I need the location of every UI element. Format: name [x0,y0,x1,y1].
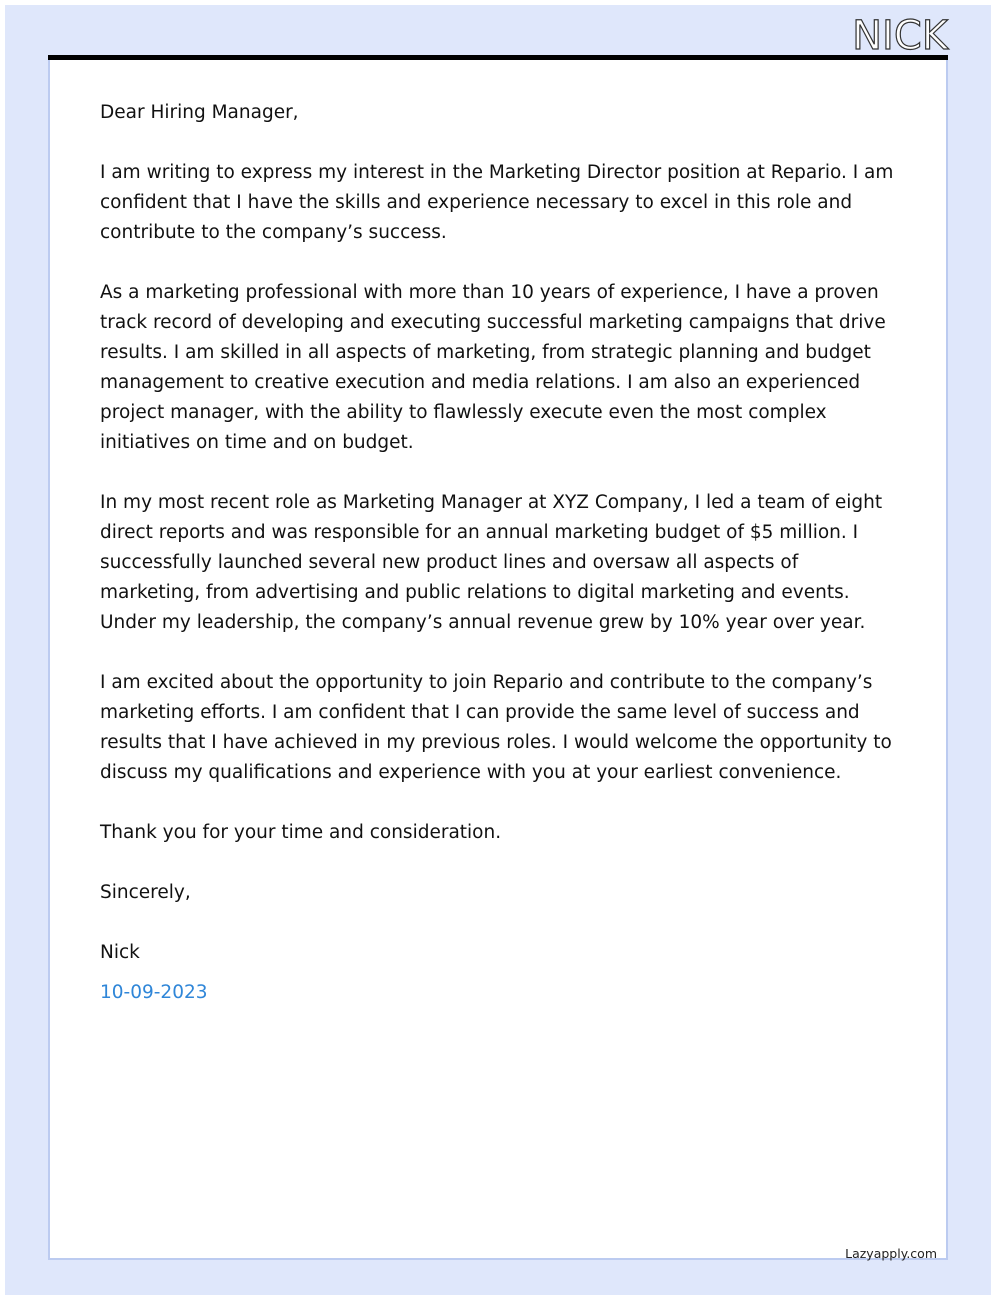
paragraph-experience: As a marketing professional with more than 10 years of experience, I have a proven track record of developing and executing successful marketing campaigns that drive results. I am skilled in all aspects of marketing, from strategic planning and budget management to creative execution and media relations. I am also an experienced project manager, with the ability to flawlessly execute even the most complex initiatives on time and on budget. [100,282,886,453]
footer-brand: Lazyapply.com [845,1246,937,1261]
header-name: NICK [852,13,948,59]
letter-date: 10-09-2023 [100,982,208,1003]
signer-name: Nick [100,942,140,963]
closing-line: Sincerely, [100,882,191,903]
thanks-line: Thank you for your time and consideration. [100,822,502,843]
paragraph-recent-role: In my most recent role as Marketing Manager at XYZ Company, I led a team of eight direct reports and was responsible for an annual marketing budget of $5 million. I successfully launched several new product lines and oversaw all aspects of marketing, from advertising and public relations to digital marketing and events. Under my leadership, the company’s annual revenue grew by 10% year over year. [100,492,883,633]
header-rule [48,55,948,60]
paragraph-closing: I am excited about the opportunity to join Repario and contribute to the company’s marketing efforts. I am confident that I can provide the same level of success and results that I have achieved in my previous roles. I would welcome the opportunity to discuss my qualifications and experience with you at your earliest convenience. [100,672,892,783]
letter-body [100,98,900,1038]
paragraph-intro: I am writing to express my interest in the Marketing Director position at Repario. I am confident that I have the skills and experience necessary to excel in this role and contribute to the company’s success. [100,162,894,243]
salutation: Dear Hiring Manager, [100,102,299,123]
